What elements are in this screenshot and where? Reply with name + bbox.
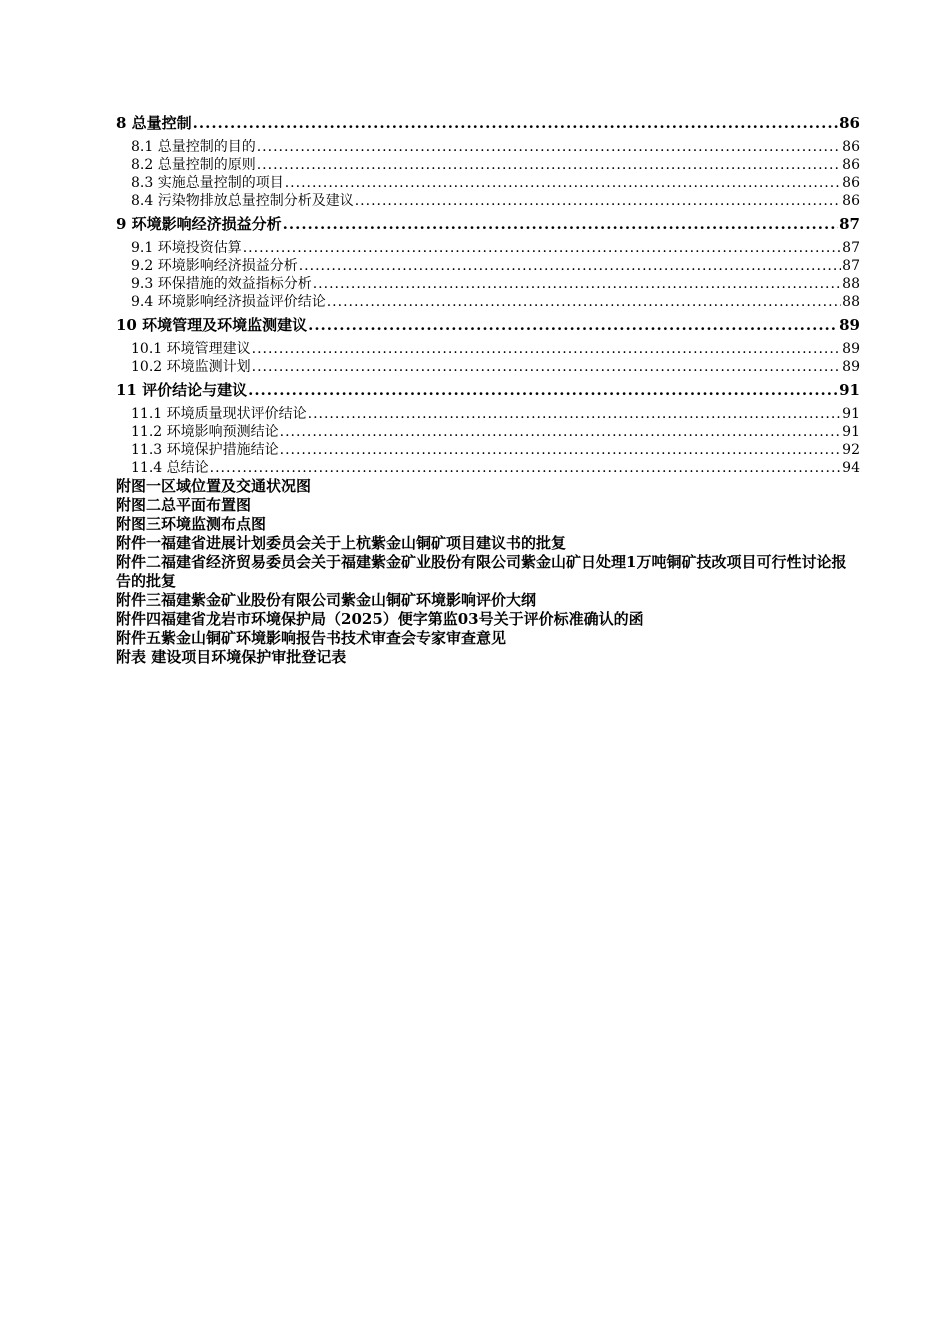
section-title: 9.2 环境影响经济损益分析 — [131, 258, 298, 274]
leader-dots — [283, 213, 838, 235]
toc-chapter-9[interactable] — [116, 213, 860, 235]
toc-section-9-1[interactable] — [116, 239, 860, 257]
section-title: 8.1 总量控制的目的 — [131, 139, 256, 155]
section-page: 88 — [842, 276, 860, 292]
section-title: 11.3 环境保护措施结论 — [131, 442, 279, 458]
table-of-contents — [116, 112, 860, 667]
section-title: 9.4 环境影响经济损益评价结论 — [131, 294, 326, 310]
appendix-item[interactable]: 附件三福建紫金矿业股份有限公司紫金山铜矿环境影响评价大纲 — [116, 591, 537, 609]
section-title: 8.2 总量控制的原则 — [131, 157, 256, 173]
toc-section-8-1[interactable] — [116, 138, 860, 156]
section-title: 9.3 环保措施的效益指标分析 — [131, 276, 312, 292]
section-page: 86 — [842, 157, 860, 173]
chapter-title: 11 评价结论与建议 — [116, 381, 248, 399]
section-page: 89 — [842, 359, 860, 375]
section-page: 86 — [842, 193, 860, 209]
leader-dots — [327, 293, 841, 311]
leader-dots — [285, 174, 841, 192]
section-page: 86 — [842, 139, 860, 155]
leader-dots — [193, 112, 838, 134]
toc-section-10-2[interactable] — [116, 358, 860, 376]
leader-dots — [252, 340, 842, 358]
appendix-item[interactable]: 附图二总平面布置图 — [116, 496, 252, 514]
appendix-item[interactable]: 附图一区域位置及交通状况图 — [116, 477, 312, 495]
appendix-item[interactable]: 附件五紫金山铜矿环境影响报告书技术审查会专家审查意见 — [116, 629, 507, 647]
section-page: 87 — [842, 240, 860, 256]
appendix-item[interactable]: 附件一福建省进展计划委员会关于上杭紫金山铜矿项目建议书的批复 — [116, 534, 567, 552]
appendix-item[interactable]: 附件四福建省龙岩市环境保护局（2025）便字第监03号关于评价标准确认的函 — [116, 610, 644, 628]
toc-section-11-2[interactable] — [116, 423, 860, 441]
chapter-page: 87 — [839, 215, 860, 233]
section-page: 89 — [842, 341, 860, 357]
toc-section-10-1[interactable] — [116, 340, 860, 358]
toc-section-8-2[interactable] — [116, 156, 860, 174]
section-title: 11.2 环境影响预测结论 — [131, 424, 279, 440]
toc-section-8-3[interactable] — [116, 174, 860, 192]
section-page: 92 — [842, 442, 860, 458]
leader-dots — [308, 405, 842, 423]
leader-dots — [248, 379, 838, 401]
toc-section-11-3[interactable] — [116, 441, 860, 459]
chapter-page: 91 — [839, 381, 860, 399]
leader-dots — [257, 156, 841, 174]
section-page: 94 — [842, 460, 860, 476]
appendix-item[interactable]: 附件二福建省经济贸易委员会关于福建紫金矿业股份有限公司紫金山矿日处理1万吨铜矿技改项目可行性讨论报告的批复 — [116, 553, 847, 590]
leader-dots — [313, 275, 841, 293]
section-page: 88 — [842, 294, 860, 310]
leader-dots — [252, 358, 842, 376]
section-title: 11.1 环境质量现状评价结论 — [131, 406, 307, 422]
toc-chapter-10[interactable] — [116, 314, 860, 336]
toc-section-11-1[interactable] — [116, 405, 860, 423]
section-title: 11.4 总结论 — [131, 460, 209, 476]
chapter-page: 86 — [839, 114, 860, 132]
toc-section-9-2[interactable] — [116, 257, 860, 275]
chapter-title: 8 总量控制 — [116, 114, 192, 132]
section-title: 9.1 环境投资估算 — [131, 240, 242, 256]
toc-chapter-8[interactable] — [116, 112, 860, 134]
toc-section-9-4[interactable] — [116, 293, 860, 311]
section-title: 8.4 污染物排放总量控制分析及建议 — [131, 193, 354, 209]
toc-section-8-4[interactable] — [116, 192, 860, 210]
section-title: 8.3 实施总量控制的项目 — [131, 175, 284, 191]
section-page: 91 — [842, 424, 860, 440]
leader-dots — [243, 239, 841, 257]
section-title: 10.2 环境监测计划 — [131, 359, 251, 375]
leader-dots — [299, 257, 841, 275]
chapter-title: 9 环境影响经济损益分析 — [116, 215, 282, 233]
section-page: 86 — [842, 175, 860, 191]
chapter-title: 10 环境管理及环境监测建议 — [116, 316, 308, 334]
leader-dots — [308, 314, 838, 336]
leader-dots — [280, 423, 842, 441]
appendix-item[interactable]: 附图三环境监测布点图 — [116, 515, 267, 533]
section-title: 10.1 环境管理建议 — [131, 341, 251, 357]
appendix-item[interactable]: 附表 建设项目环境保护审批登记表 — [116, 648, 347, 666]
section-page: 91 — [842, 406, 860, 422]
leader-dots — [257, 138, 841, 156]
toc-section-11-4[interactable] — [116, 459, 860, 477]
section-page: 87 — [842, 258, 860, 274]
leader-dots — [280, 441, 842, 459]
leader-dots — [355, 192, 841, 210]
toc-section-9-3[interactable] — [116, 275, 860, 293]
chapter-page: 89 — [839, 316, 860, 334]
toc-chapter-11[interactable] — [116, 379, 860, 401]
leader-dots — [210, 459, 842, 477]
